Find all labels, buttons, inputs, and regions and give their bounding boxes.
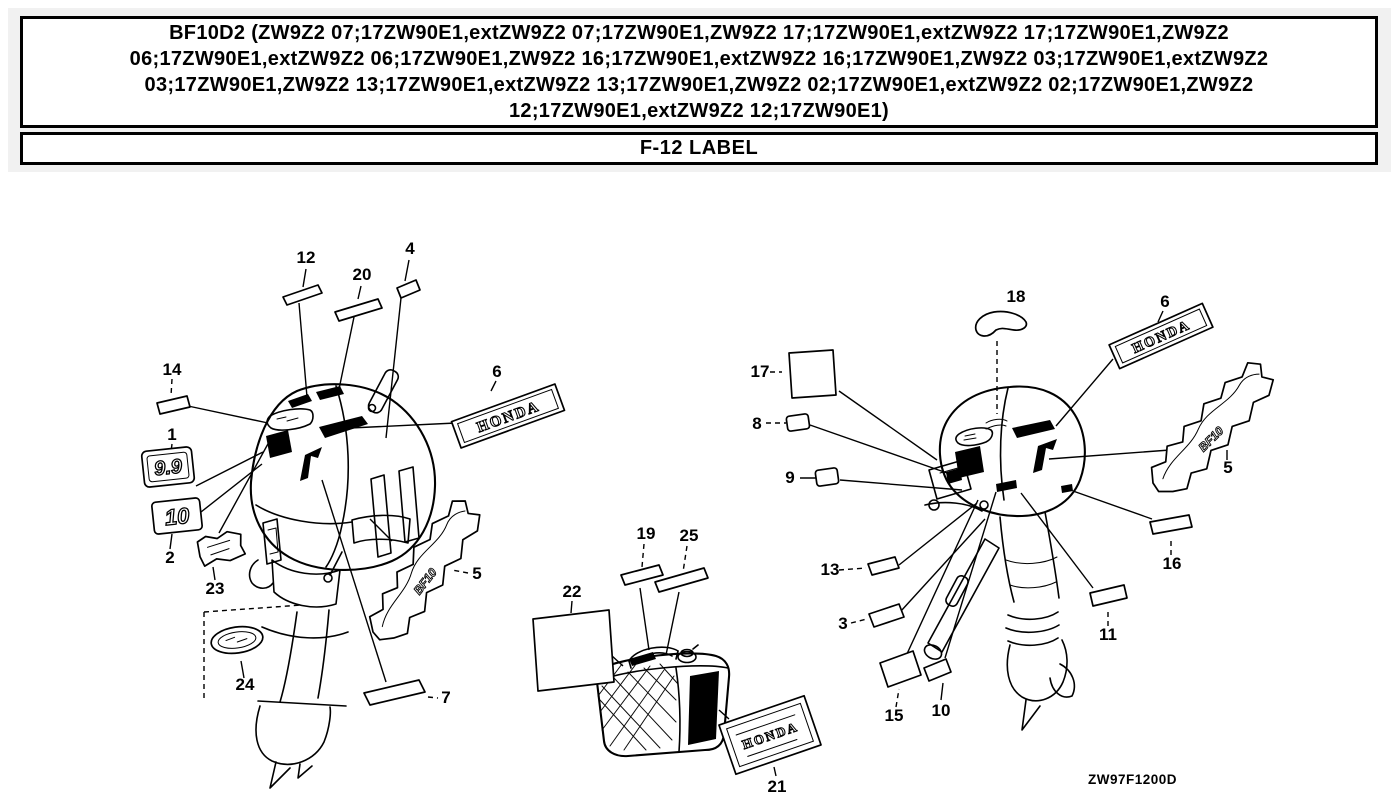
section-title-box [20,132,1378,165]
callout-number-19: 19 [636,524,656,543]
diagram-svg [0,172,1399,804]
callout-number-22: 22 [562,582,582,601]
honda-decal-right [1109,303,1213,368]
label-12-chip [283,285,322,305]
model-band-decal [956,428,993,446]
callout-number-20: 20 [352,265,372,284]
label-4-chip [397,280,420,298]
label-13-chip [868,557,899,575]
side-stripe-decal [1012,420,1055,438]
label-16-chip [1150,515,1192,534]
label-10-chip [924,659,951,681]
label-15-chip [880,651,921,687]
parts-diagram [0,172,1399,804]
callout-number-11: 11 [1099,625,1117,644]
honda-decal-left [452,384,565,448]
label-23-decal [197,529,247,566]
bf10-decal-text: BF10 [1195,423,1227,455]
callout-number-2: 2 [165,548,175,567]
honda-decal-text: HONDA [1130,317,1194,357]
rating-decal-99 [141,446,194,487]
callout-number-8: 8 [752,414,762,433]
callout-number-15: 15 [884,706,904,725]
callout-number-1: 1 [167,425,177,444]
label-22-rect [533,610,614,691]
model-title-box [20,16,1378,128]
callout-number-16: 16 [1162,554,1182,573]
header-band [8,8,1391,172]
label-20-chip [335,299,382,321]
callout-number-17: 17 [750,362,770,381]
callout-number-6-right: 6 [1160,292,1170,311]
vent-decal [288,394,312,408]
honda-tank-plaque [719,696,821,774]
callout-number-14: 14 [162,360,182,379]
callout-number-5-left: 5 [472,564,482,583]
callout-number-12: 12 [296,248,316,267]
label-9-chip [815,468,839,487]
arrow-decal [1033,439,1057,473]
model-title: BF10D2 (ZW9Z2 07;17ZW90E1,extZW9Z2 07;17ZW90E1,ZW9Z2 17;17ZW90E1,extZW9Z2 17;17ZW90E1,ZW9Z2 06;17ZW90E1,extZW9Z2 06;17ZW90E1,ZW9Z2 16;17ZW90E1,extZW9Z2 16;17ZW90E1,ZW9Z2 03;17ZW90E1,extZW9Z2 03;17ZW90E1,ZW9Z2 13;17ZW90E1,extZW9Z2 13;17ZW90E1,ZW9Z2 02;17ZW90E1,extZW9Z2 02;17ZW90E1,ZW9Z2 12;17ZW90E1,extZW9Z2 12;17ZW90E1) [129,22,1269,122]
callout-number-7: 7 [441,688,451,707]
label-3-chip [869,604,904,627]
arrow-decal [300,447,322,481]
label-18-curved [976,312,1027,336]
label-25-chip [655,568,708,592]
bf10-decal-text: BF10 [410,565,440,598]
label-11-chip [1090,585,1127,606]
label-chips [157,280,1192,705]
label-7-chip [364,680,425,705]
honda-decal-text: HONDA [474,398,543,437]
callout-number-9: 9 [785,468,795,487]
diagram-code: ZW97F1200D [1088,772,1178,787]
fuel-tank-drawing [596,645,729,756]
tank-side-panel [688,671,719,745]
callout-number-5-right: 5 [1223,458,1233,477]
callout-number-25: 25 [679,526,699,545]
section-title: F-12 LABEL [639,137,759,159]
front-patch-decal [266,430,292,458]
callout-number-4: 4 [405,239,415,258]
honda-decal-text: HONDA [740,718,801,753]
label-17-rect [789,350,836,398]
label-8-chip [786,414,810,432]
tank-top-strip-decal [629,652,656,666]
callout-number-24: 24 [235,675,255,694]
callout-number-21: 21 [767,777,787,796]
rating-10-text: 10 [163,502,191,531]
callout-number-6-left: 6 [492,362,502,381]
label-24-oval [209,624,264,657]
rating-decal-10 [151,498,202,535]
callout-number-10: 10 [931,701,951,720]
rating-99-text: 9.9 [153,455,184,481]
callout-number-3: 3 [838,614,848,633]
callout-number-18: 18 [1006,287,1026,306]
sport-decal-right [1137,356,1285,504]
callout-number-13: 13 [820,560,840,579]
callout-number-23: 23 [205,579,225,598]
label-14-chip [157,396,190,414]
right-outboard-drawing [922,387,1085,730]
